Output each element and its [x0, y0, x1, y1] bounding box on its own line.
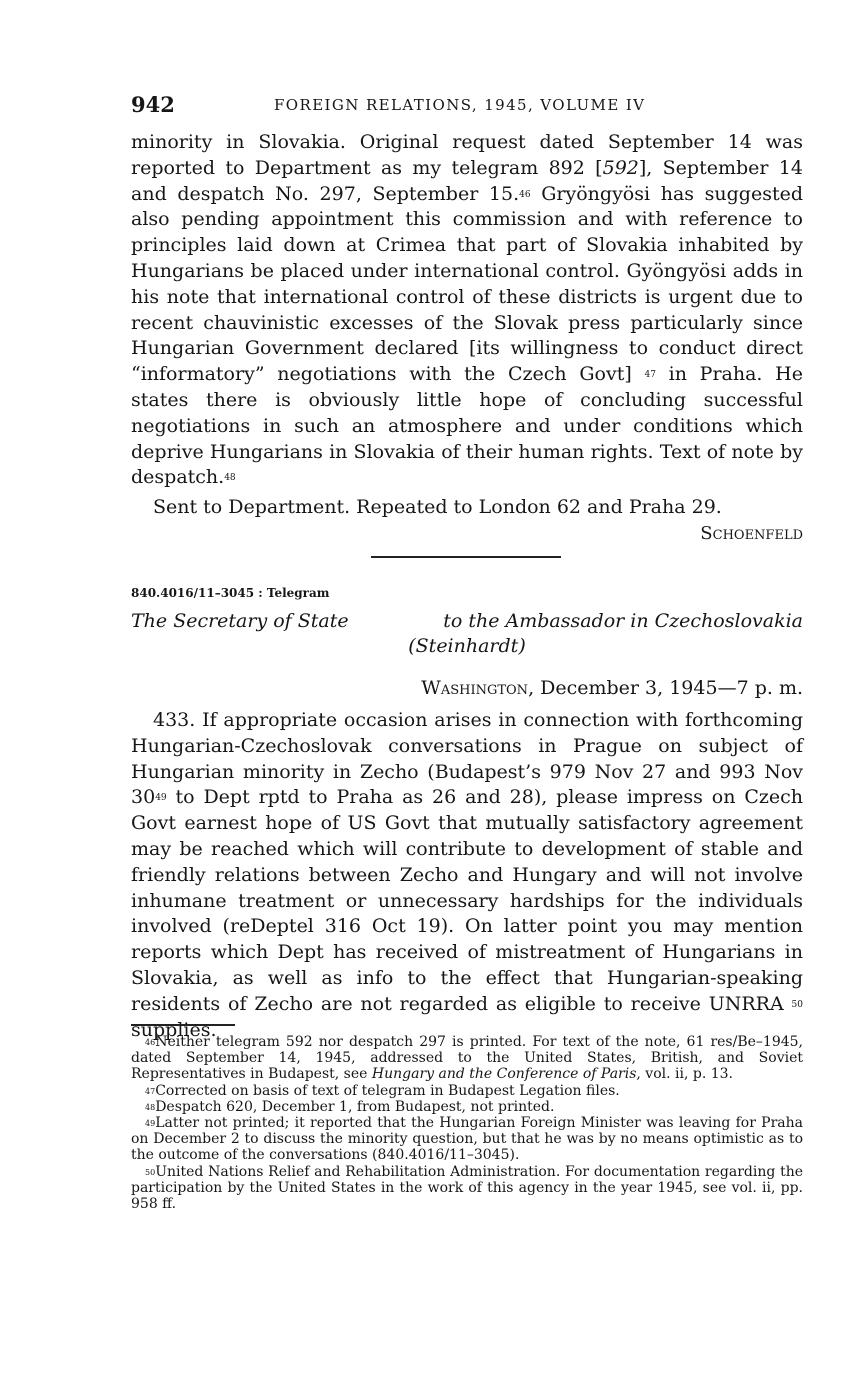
signature: Schoenfeld: [700, 523, 803, 544]
section-divider: [371, 556, 561, 558]
footnote-text: Neither telegram 592 nor despatch 297 is printed. For text of the note, 61 res/Be–1945, dated September 14, 1945, addressed to the United States, British, and Soviet Representatives in Budapest, see: [131, 1034, 803, 1083]
sent-line: Sent to Department. Repeated to London 62 and Praha 29.: [153, 496, 722, 518]
footnote-mark: 50: [145, 1167, 156, 1177]
file-number: 840.4016/11–3045 : Telegram: [131, 586, 330, 600]
text-run: 433. If appropriate occasion arises in connection with forthcoming Hungarian-Czechoslovak conversations in Prague on subject of Hungarian minority in Zecho (Budapest’s 979 Nov 27 and 993 Nov 30: [131, 709, 803, 809]
footnote-ref-48[interactable]: 48: [224, 473, 236, 484]
footnote-text: Corrected on basis of text of telegram in Budapest Legation files.: [155, 1082, 620, 1099]
footnote-text: United Nations Relief and Rehabilitation Administration. For documentation regarding the participation by the United States in the work of this agency in the year 1945, see vol. ii, pp. 958 ff.: [131, 1163, 803, 1213]
footnote-49: [131, 1115, 803, 1164]
document-title: [131, 609, 803, 659]
footnote-46: [131, 1034, 803, 1083]
text-run: minority in Slovakia. Original request dated September 14 was reported to Department as my telegram 892 [: [131, 131, 803, 179]
dateline: [131, 677, 803, 699]
running-title: FOREIGN RELATIONS, 1945, VOLUME IV: [274, 96, 646, 114]
title-recipient: to the Ambassador in Czechoslovakia: [443, 610, 803, 632]
footnote-ref-46[interactable]: 46: [519, 189, 531, 200]
text-run-italic: 592: [602, 156, 639, 179]
footnote-48: [131, 1099, 803, 1115]
footnote-mark: 49: [145, 1119, 156, 1129]
text-run: ], September 14 and despatch No. 297, September 15.: [131, 156, 803, 205]
footnote-mark: 48: [145, 1102, 156, 1112]
text-run: Gryöngyösi has suggested also pending appointment this commission and with reference to principles laid down at Crimea that part of Slovakia inhabited by Hungarians be placed under international control. Gyöngyösi adds in his note that international control of these districts is urgent due to recent chauvinistic excesses of the Slovak press particularly since Hungarian Government declared [its willingness to conduct direct “informatory” negotiations with the Czech Govt]: [131, 182, 803, 386]
continued-telegram-paragraph: [131, 130, 803, 491]
footnote-ref-49[interactable]: 49: [155, 793, 167, 804]
footnotes: [131, 1034, 803, 1212]
footnote-text: Despatch 620, December 1, from Budapest, not printed.: [155, 1098, 555, 1115]
title-line-1: [131, 609, 803, 634]
footnote-ref-47[interactable]: 47: [644, 370, 656, 381]
title-sender: The Secretary of State: [131, 610, 349, 632]
text-run: in Praha. He states there is obviously little hope of concluding successful negotiations in such an atmosphere and under conditions which deprive Hungarians in Slovakia of their human rights. Text of note by despatch.: [131, 363, 803, 489]
page-number: 942: [131, 92, 175, 117]
footnote-rule: [131, 1024, 235, 1026]
footnote-50: [131, 1164, 803, 1213]
footnote-47: [131, 1083, 803, 1099]
footnote-mark: 47: [145, 1086, 156, 1096]
footnote-text: , vol. ii, p. 13.: [636, 1066, 734, 1083]
dateline-place: Washington: [421, 677, 529, 699]
dateline-date: , December 3, 1945—7 p. m.: [528, 677, 803, 699]
footnote-text: Latter not printed; it reported that the Hungarian Foreign Minister was leaving for Praha on December 2 to discuss the minority question, but that he was by no means optimistic as to the outcome of the conversations (840.4016/11–3045).: [131, 1115, 803, 1164]
footnote-mark: 46: [145, 1038, 156, 1047]
footnote-text-italic: Hungary and the Conference of Paris: [371, 1066, 637, 1083]
footnote-ref-50[interactable]: 50: [791, 999, 803, 1010]
title-line-2: (Steinhardt): [408, 635, 526, 657]
text-run: to Dept rptd to Praha as 26 and 28), please impress on Czech Govt earnest hope of US Govt that mutually satisfactory agreement may be reached which will contribute to development of stable and friendly relations between Zecho and Hungary and will not involve inhumane treatment or unnecessary hardships for the individuals involved (reDeptel 316 Oct 19). On latter point you may mention reports which Dept has received of mistreatment of Hungarians in Slovakia, as well as info to the effect that Hungarian-speaking residents of Zecho are not regarded as eligible to receive UNRRA: [131, 786, 803, 1015]
text-run: supplies.: [131, 1018, 217, 1041]
telegram-body: [131, 708, 803, 1043]
